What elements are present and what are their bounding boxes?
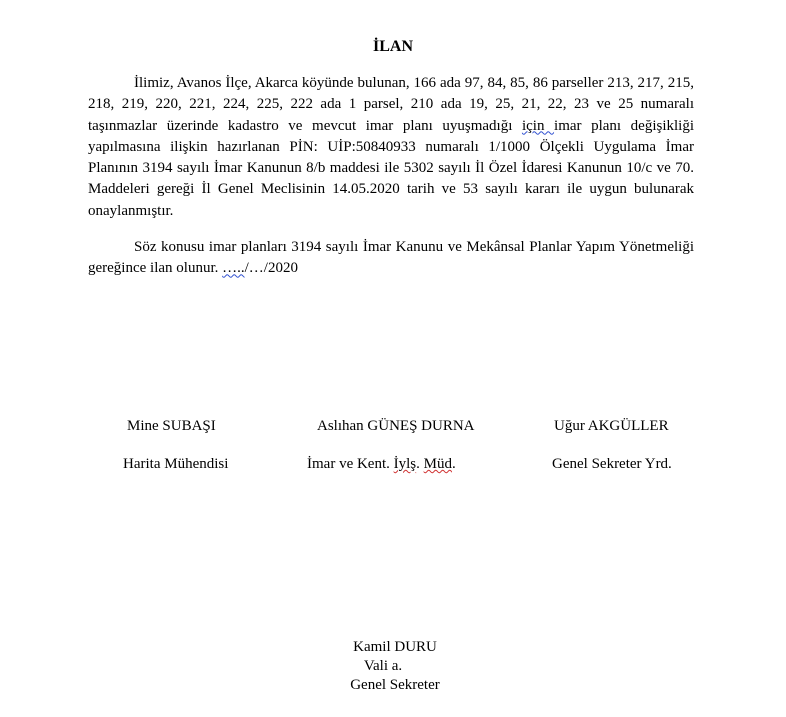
announcement-paragraph-2: Söz konusu imar planları 3194 sayılı İmar Kanunu ve Mekânsal Planlar Yapım Yönetmeliği gereğince ilan olunur. …../…/2020 bbox=[88, 239, 694, 277]
signatory-2-name: Aslıhan GÜNEŞ DURNA bbox=[317, 418, 475, 434]
date-placeholder-day: ….. bbox=[222, 260, 245, 277]
announcement-paragraph-1: İlimiz, Avanos İlçe, Akarca köyünde bulunan, 166 ada 97, 84, 85, 86 parseller 213, 217, 215, 218, 219, 220, 221, 224, 225, 222 ada 1 parsel, 210 ada 19, 25, 21, 22, 23 ve 25 numaralı taşınmazlar üzerinde kadastro ve mevcut imar planı uyuşmadığı için imar planı değişikliği yapılmasına ilişkin hazırlanan PİN: UİP:50840933 numaralı 1/1000 Ölçekli Uygulama İmar Planının 3194 sayılı İmar Kanunun 8/b maddesi ile 5302 sayılı İl Özel İdaresi Kanunun 10/c ve 70. Maddeleri gereği İl Genel Meclisinin 14.05.2020 tarih ve 53 sayılı kararı ile uygun bulunarak onaylanmıştır. bbox=[88, 75, 694, 219]
final-signatory-title: Genel Sekreter bbox=[350, 677, 440, 693]
final-signatory-name: Kamil DURU bbox=[353, 639, 437, 655]
signatory-3-name: Uğur AKGÜLLER bbox=[554, 418, 669, 434]
signatory-1-name: Mine SUBAŞI bbox=[127, 418, 216, 434]
signatory-2-title: İmar ve Kent. İylş. Müd. bbox=[307, 456, 456, 472]
document-title: İLAN bbox=[372, 38, 413, 55]
final-signatory-line2: Vali a. bbox=[363, 658, 403, 674]
grammar-marked-word: için bbox=[521, 117, 555, 134]
final-signatory bbox=[300, 638, 490, 695]
signatory-3-title: Genel Sekreter Yrd. bbox=[552, 456, 672, 472]
signatory-1-title: Harita Mühendisi bbox=[123, 456, 229, 472]
